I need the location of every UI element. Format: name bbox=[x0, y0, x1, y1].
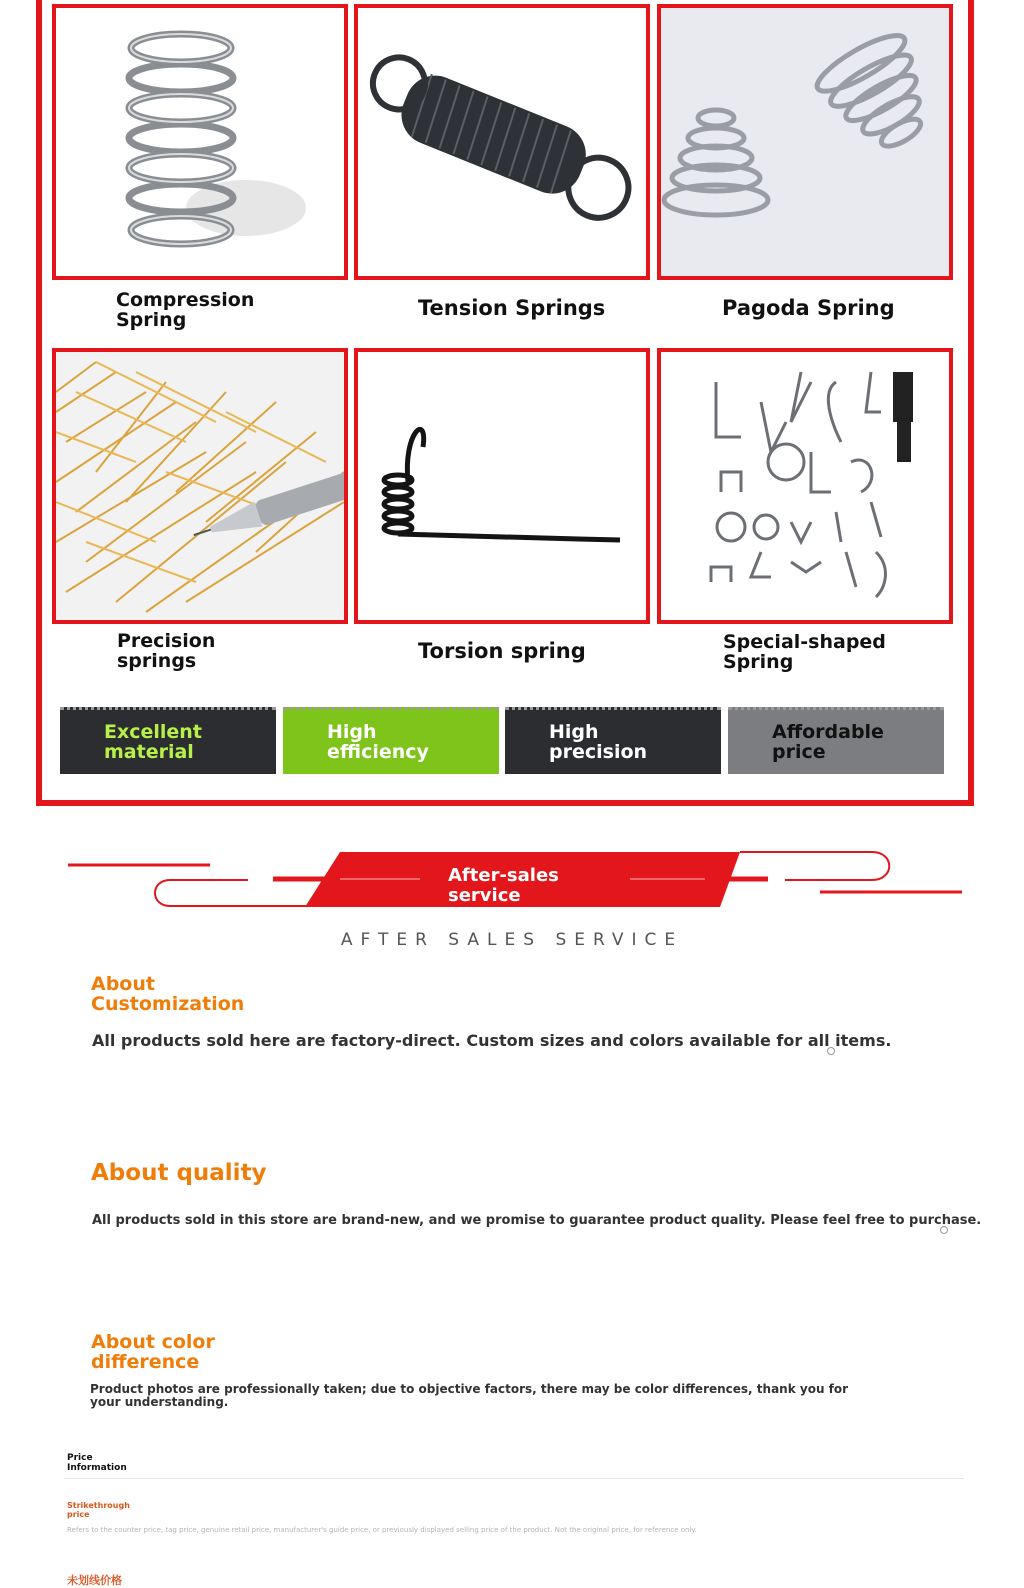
product-caption: Pagoda Spring bbox=[722, 296, 895, 320]
compression-spring-image[interactable] bbox=[52, 4, 348, 280]
feature-high-efficiency: High efficiency bbox=[283, 707, 499, 774]
feature-excellent-material: Excellent material bbox=[60, 707, 276, 774]
feature-affordable-price: Affordable price bbox=[728, 707, 944, 774]
feature-high-precision: High precision bbox=[505, 707, 721, 774]
customization-heading: About Customization bbox=[91, 973, 245, 1015]
color-difference-heading: About color difference bbox=[91, 1331, 215, 1373]
strikethrough-price-text: Refers to the counter price, tag price, genuine retail price, manufacturer's guide price, or previously displayed selling price of the product. Not the original price, for reference only. bbox=[67, 1526, 697, 1534]
torsion-spring-image[interactable] bbox=[354, 348, 650, 624]
after-sales-title: After-sales service bbox=[448, 865, 559, 906]
price-info-title: Price Information bbox=[67, 1453, 127, 1473]
product-caption: Compression Spring bbox=[116, 289, 255, 331]
pagoda-spring-image[interactable] bbox=[657, 4, 953, 280]
special-shaped-spring-image[interactable] bbox=[657, 348, 953, 624]
unmarked-price-label: 未划线价格 bbox=[67, 1574, 122, 1587]
after-sales-subtitle: AFTER SALES SERVICE bbox=[340, 930, 684, 950]
customization-text: All products sold here are factory-direct. Custom sizes and colors available for all items. bbox=[92, 1031, 892, 1050]
divider bbox=[64, 1478, 964, 1479]
circle-icon bbox=[827, 1047, 835, 1055]
strikethrough-price-label: Strikethrough price bbox=[67, 1501, 130, 1519]
product-caption: Special-shaped Spring bbox=[723, 631, 886, 673]
product-caption: Torsion spring bbox=[418, 639, 586, 663]
precision-springs-image[interactable] bbox=[52, 348, 348, 624]
color-difference-text: Product photos are professionally taken; due to objective factors, there may be color differences, thank you for your understanding. bbox=[90, 1382, 849, 1409]
quality-heading: About quality bbox=[91, 1160, 267, 1186]
tension-spring-image[interactable] bbox=[354, 4, 650, 280]
product-caption: Tension Springs bbox=[418, 296, 606, 320]
circle-icon bbox=[940, 1226, 948, 1234]
quality-text: All products sold in this store are brand-new, and we promise to guarantee product quality. Please feel free to purchase. bbox=[92, 1213, 982, 1228]
product-caption: Precision springs bbox=[117, 630, 216, 672]
